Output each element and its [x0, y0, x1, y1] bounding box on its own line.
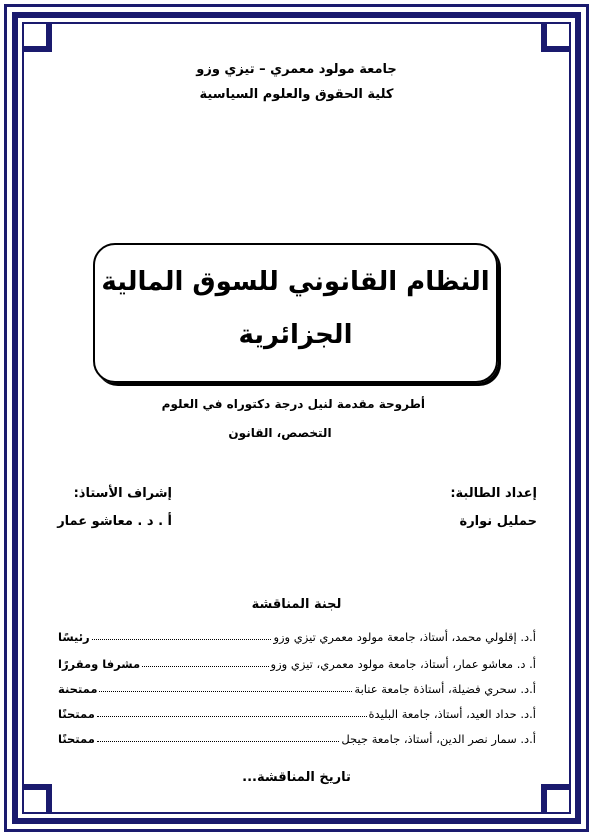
- thesis-title-line2: الجزائرية: [238, 320, 353, 350]
- committee-row: [58, 703, 536, 721]
- committee-role: ممتحنة: [58, 682, 98, 696]
- dotted-leader: [99, 691, 352, 692]
- title-box: [93, 243, 498, 383]
- thesis-title-line1: النظام القانوني للسوق المالية: [101, 267, 490, 297]
- student-name: حمليل نوارة: [459, 514, 537, 529]
- committee-row: [58, 653, 536, 671]
- dotted-leader: [142, 666, 268, 667]
- committee-member: أ.د. حداد العيد، أستاذ، جامعة البليدة: [368, 707, 536, 721]
- committee-role: مشرفا ومقررًا: [58, 657, 141, 671]
- specialization: التخصص، القانون: [228, 426, 332, 440]
- supervisor-name: أ . د . معاشو عمار: [57, 514, 172, 529]
- committee-member: أ.د. إقلولي محمد، أستاذ، جامعة مولود معمري تيزي وزو: [273, 630, 536, 644]
- defense-date: تاريخ المناقشة...: [242, 770, 351, 785]
- university-name: جامعة مولود معمري – تيزي وزو: [196, 62, 397, 77]
- thesis-subtitle: أطروحة مقدمة لنيل درجة دكتوراه في العلوم: [161, 397, 425, 411]
- supervision-label: إشراف الأستاذ:: [73, 486, 172, 501]
- border-corner-top-right: [541, 22, 571, 52]
- dotted-leader: [97, 741, 340, 742]
- committee-member: أ. د. معاشو عمار، أستاذ، جامعة مولود معمري، تيزي وزو: [270, 657, 536, 671]
- committee-member: أ.د. سمار نصر الدين، أستاذ، جامعة جيجل: [341, 732, 536, 746]
- border-corner-bottom-left: [22, 784, 52, 814]
- border-corner-top-left: [22, 22, 52, 52]
- committee-row: [58, 728, 536, 746]
- dotted-leader: [97, 716, 367, 717]
- border-corner-bottom-right: [541, 784, 571, 814]
- prepared-by-label: إعداد الطالبة:: [450, 486, 537, 501]
- committee-heading: لجنة المناقشة: [251, 597, 342, 612]
- committee-role: ممتحنًا: [58, 707, 95, 721]
- committee-member: أ.د. سحري فضيلة، أستاذة جامعة عنابة: [354, 682, 536, 696]
- faculty-name: كلية الحقوق والعلوم السياسية: [199, 87, 394, 102]
- dotted-leader: [92, 639, 272, 640]
- committee-role: رئيسًا: [58, 630, 90, 644]
- committee-row: [58, 678, 536, 696]
- committee-role: ممتحنًا: [58, 732, 95, 746]
- committee-row: [58, 626, 536, 644]
